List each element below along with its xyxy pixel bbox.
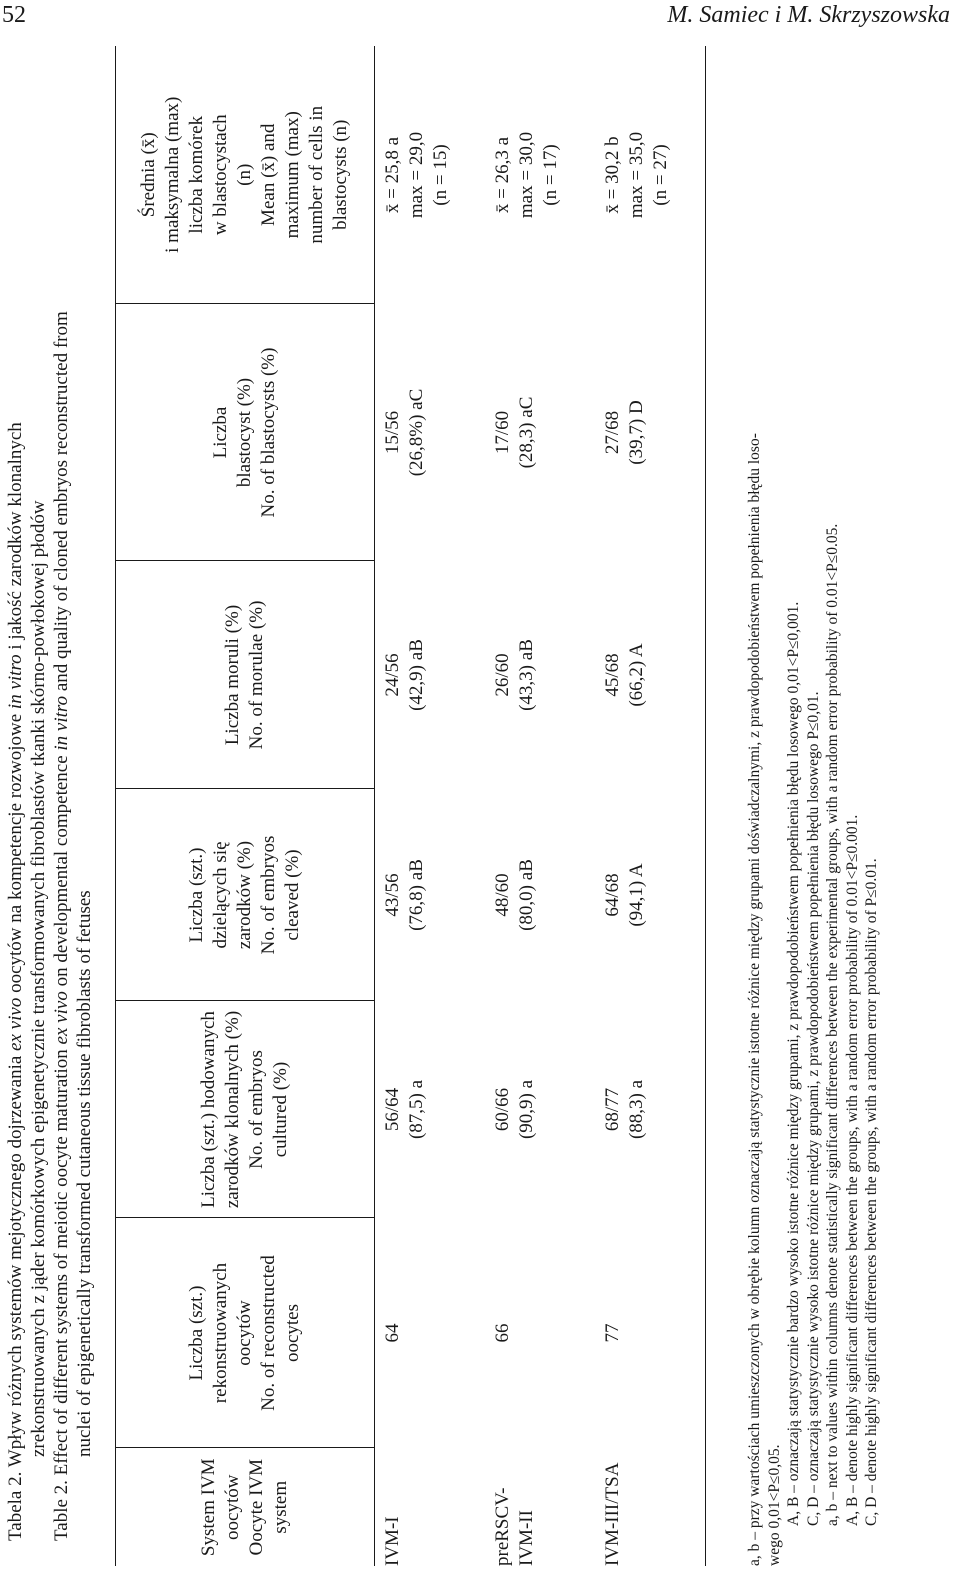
- cell-line: 64/68: [602, 873, 623, 917]
- header-line: Liczba: [210, 406, 231, 459]
- header-line: system: [270, 1480, 291, 1534]
- col-header-cultured: [116, 1001, 375, 1218]
- header-line: cultured (%): [270, 1061, 291, 1158]
- header-line: blastocysts (n): [330, 119, 351, 230]
- header-line: Liczba (szt.): [186, 847, 207, 943]
- caption-en-italic-ex-vivo: ex vivo: [51, 991, 72, 1045]
- cell-line: x̄ = 30,2 b: [602, 136, 623, 214]
- cell-line: 68/77: [602, 1087, 623, 1132]
- cell-line: 43/56: [382, 873, 403, 917]
- cell-line: (26,8%) aC: [406, 388, 427, 477]
- table-row: [485, 46, 595, 1566]
- footnote-pl-CD: C, D – oznaczają statystycznie wysoko istotne różnice między grupami, z prawdopodobieństwem popełnienia błędu losowego P≤0,01.: [804, 691, 822, 1526]
- cell-system: IVM-I: [382, 1516, 403, 1566]
- footnote-en-AB: A, B – denote highly significant differences between the groups, with a random error probability of 0.01<P≤0.001.: [843, 814, 861, 1526]
- header-line: System IVM: [198, 1458, 219, 1557]
- caption-en-text-a: Table 2. Effect of different systems of meiotic oocyte maturation: [51, 1044, 72, 1541]
- header-line: zarodków klonalnych (%): [222, 1010, 243, 1209]
- cell-cleaved: [595, 789, 706, 1001]
- header-line: oocytes: [282, 1303, 303, 1363]
- cell-morulae: [375, 561, 486, 789]
- header-line: No. of blastocysts (%): [258, 347, 279, 518]
- cell-reconstructed: 64: [382, 1323, 403, 1343]
- header-line: No. of embryos: [246, 1050, 267, 1169]
- header-line: No. of embryos: [258, 835, 279, 955]
- cell-line: 45/68: [602, 653, 623, 697]
- table-row: [375, 46, 486, 1566]
- header-line: zarodków (%): [234, 840, 255, 950]
- cell-cell-number: [485, 46, 595, 304]
- header-line: cleaved (%): [282, 849, 303, 941]
- cell-line: x̄ = 25,8 a: [382, 136, 403, 214]
- cell-reconstructed: 66: [492, 1323, 513, 1343]
- header-line: oocytów: [234, 1300, 255, 1366]
- cell-line: max = 29,0: [406, 131, 427, 219]
- cell-line: max = 30,0: [516, 131, 537, 219]
- header-line: No. of reconstructed: [258, 1255, 279, 1411]
- rotated-table-page: [0, 46, 960, 1566]
- cell-cleaved: [485, 789, 595, 1001]
- table-footnotes: [745, 66, 882, 1566]
- table-caption: [4, 61, 96, 1541]
- footnote-pl-ab: a, b – przy wartościach umieszczonych w obrębie kolumn oznaczają statystycznie istotne różnice między grupami doświadczalnymi, z prawdopodobieństwem popełnienia błędu loso-: [746, 433, 763, 1566]
- caption-en-line-2: nuclei of epigenetically transformed cutaneous tissue fibroblasts of fetuses: [74, 890, 95, 1457]
- cell-line: (66,2) A: [626, 643, 647, 707]
- cell-line: (n = 15): [430, 144, 451, 206]
- header-line: Liczba moruli (%): [222, 604, 243, 746]
- caption-pl-line-1: [4, 61, 27, 1541]
- header-line: oocytów: [222, 1474, 243, 1540]
- caption-pl-line-2: zrekonstruowanych z jąder komórkowych epigenetycznie transformowanych fibroblastów tkanki skórno-powłokowej płodów: [28, 500, 49, 1457]
- cell-line: (87,5) a: [406, 1079, 427, 1140]
- cell-reconstructed: 77: [595, 1218, 706, 1448]
- cell-line: (39,7) D: [626, 400, 647, 465]
- cell-cell-number: [375, 46, 486, 304]
- cell-cultured: [375, 1001, 486, 1218]
- header-line: liczba komórek: [186, 115, 207, 234]
- header-line: rekonstruowanych: [210, 1262, 231, 1404]
- cell-cultured: [485, 1001, 595, 1218]
- cell-line: (94,1) A: [626, 863, 647, 927]
- header-line: blastocyst (%): [234, 377, 255, 488]
- cell-line: max = 35,0: [626, 131, 647, 219]
- header-line: Liczba (szt.): [186, 1285, 207, 1381]
- cell-line: 56/64: [382, 1087, 403, 1132]
- cell-blastocysts: [375, 304, 486, 561]
- footnote-en-CD: C, D – denote highly significant differences between the groups, with a random error probability of P≤0.01.: [863, 858, 880, 1526]
- footnote-pl-ab-cont: wego 0,01<P≤0,05.: [765, 1444, 783, 1566]
- cell-line: (76,8) aB: [406, 859, 427, 931]
- cell-line: 17/60: [492, 410, 513, 455]
- cell-line: 15/56: [382, 410, 403, 455]
- running-head: M. Samiec i M. Skrzyszowska: [667, 2, 950, 28]
- header-line: Mean (x̄) and: [258, 123, 279, 226]
- caption-pl-text-c: oocytów na kompetencje rozwojowe: [5, 709, 26, 998]
- header-line: maximum (max): [282, 111, 303, 239]
- caption-en-text-e: and quality of cloned embryos reconstructed from: [51, 311, 72, 696]
- header-line: Oocyte IVM: [246, 1458, 267, 1556]
- caption-pl-text-a: Tabela 2. Wpływ różnych systemów mejotycznego dojrzewania: [5, 1050, 26, 1541]
- cell-system: IVM-III/TSA: [595, 1448, 706, 1566]
- header-line: No. of morulae (%): [246, 600, 267, 750]
- cell-morulae: [485, 561, 595, 789]
- cell-line: (n = 27): [650, 144, 671, 206]
- cell-morulae: [595, 561, 706, 789]
- cell-line: 24/56: [382, 653, 403, 697]
- cell-line: (42,9) aB: [406, 639, 427, 711]
- cell-line: (80,0) aB: [516, 859, 537, 931]
- cell-cultured: [595, 1001, 706, 1218]
- page-header: [0, 0, 960, 36]
- cell-system: preRSCV-IVM-II: [492, 1487, 537, 1566]
- col-header-reconstructed: [116, 1218, 375, 1448]
- cell-line: 27/68: [602, 410, 623, 455]
- caption-pl-italic-in-vitro: in vitro: [5, 654, 26, 710]
- cell-cell-number: [595, 46, 706, 304]
- caption-en-italic-in-vitro: in vitro: [51, 695, 72, 751]
- cell-line: (n = 17): [540, 144, 561, 206]
- cell-line: (28,3) aC: [516, 396, 537, 469]
- caption-en-text-c: on developmental competence: [51, 750, 72, 992]
- footnote-pl-AB: A, B – oznaczają statystycznie bardzo wysoko istotne różnice między grupami, z prawdopodobieństwem popełnienia błędu losowego 0,01<P≤0,001.: [785, 601, 802, 1526]
- col-header-cell-number: [116, 46, 375, 304]
- col-header-system: [116, 1448, 375, 1566]
- header-line: (n): [234, 163, 255, 186]
- cell-line: (43,3) aB: [516, 639, 537, 711]
- header-line: w blastocystach: [210, 114, 231, 236]
- col-header-cleaved: [116, 789, 375, 1001]
- cell-line: 26/60: [492, 653, 513, 697]
- footnote-en-ab: a, b – next to values within columns denote statistically significant differences between the experimental groups, with a random error probability of 0.01<P≤0.05.: [824, 523, 841, 1526]
- caption-en-line-1: [50, 61, 73, 1541]
- col-header-morulae: [116, 561, 375, 789]
- caption-pl-italic-ex-vivo: ex vivo: [5, 997, 26, 1051]
- cell-line: x̄ = 26,3 a: [492, 136, 513, 214]
- table-row: [595, 46, 706, 1566]
- cell-line: 48/60: [492, 873, 513, 917]
- header-line: number of cells in: [306, 105, 327, 244]
- col-header-blastocysts: [116, 304, 375, 561]
- table-header-row: [116, 46, 375, 1566]
- header-line: dzielących się: [210, 841, 231, 949]
- header-line: Liczba (szt.) hodowanych: [198, 1011, 219, 1208]
- data-table: [115, 46, 706, 1566]
- cell-blastocysts: [485, 304, 595, 561]
- cell-line: (88,3) a: [626, 1079, 647, 1140]
- caption-pl-text-e: i jakość zarodków klonalnych: [5, 422, 26, 655]
- cell-line: (90,9) a: [516, 1079, 537, 1140]
- header-line: i maksymalna (max): [162, 96, 183, 253]
- cell-line: 60/66: [492, 1087, 513, 1132]
- cell-blastocysts: [595, 304, 706, 561]
- header-line: Średnia (x̄): [138, 132, 159, 218]
- page-number: 52: [2, 2, 26, 28]
- cell-cleaved: [375, 789, 486, 1001]
